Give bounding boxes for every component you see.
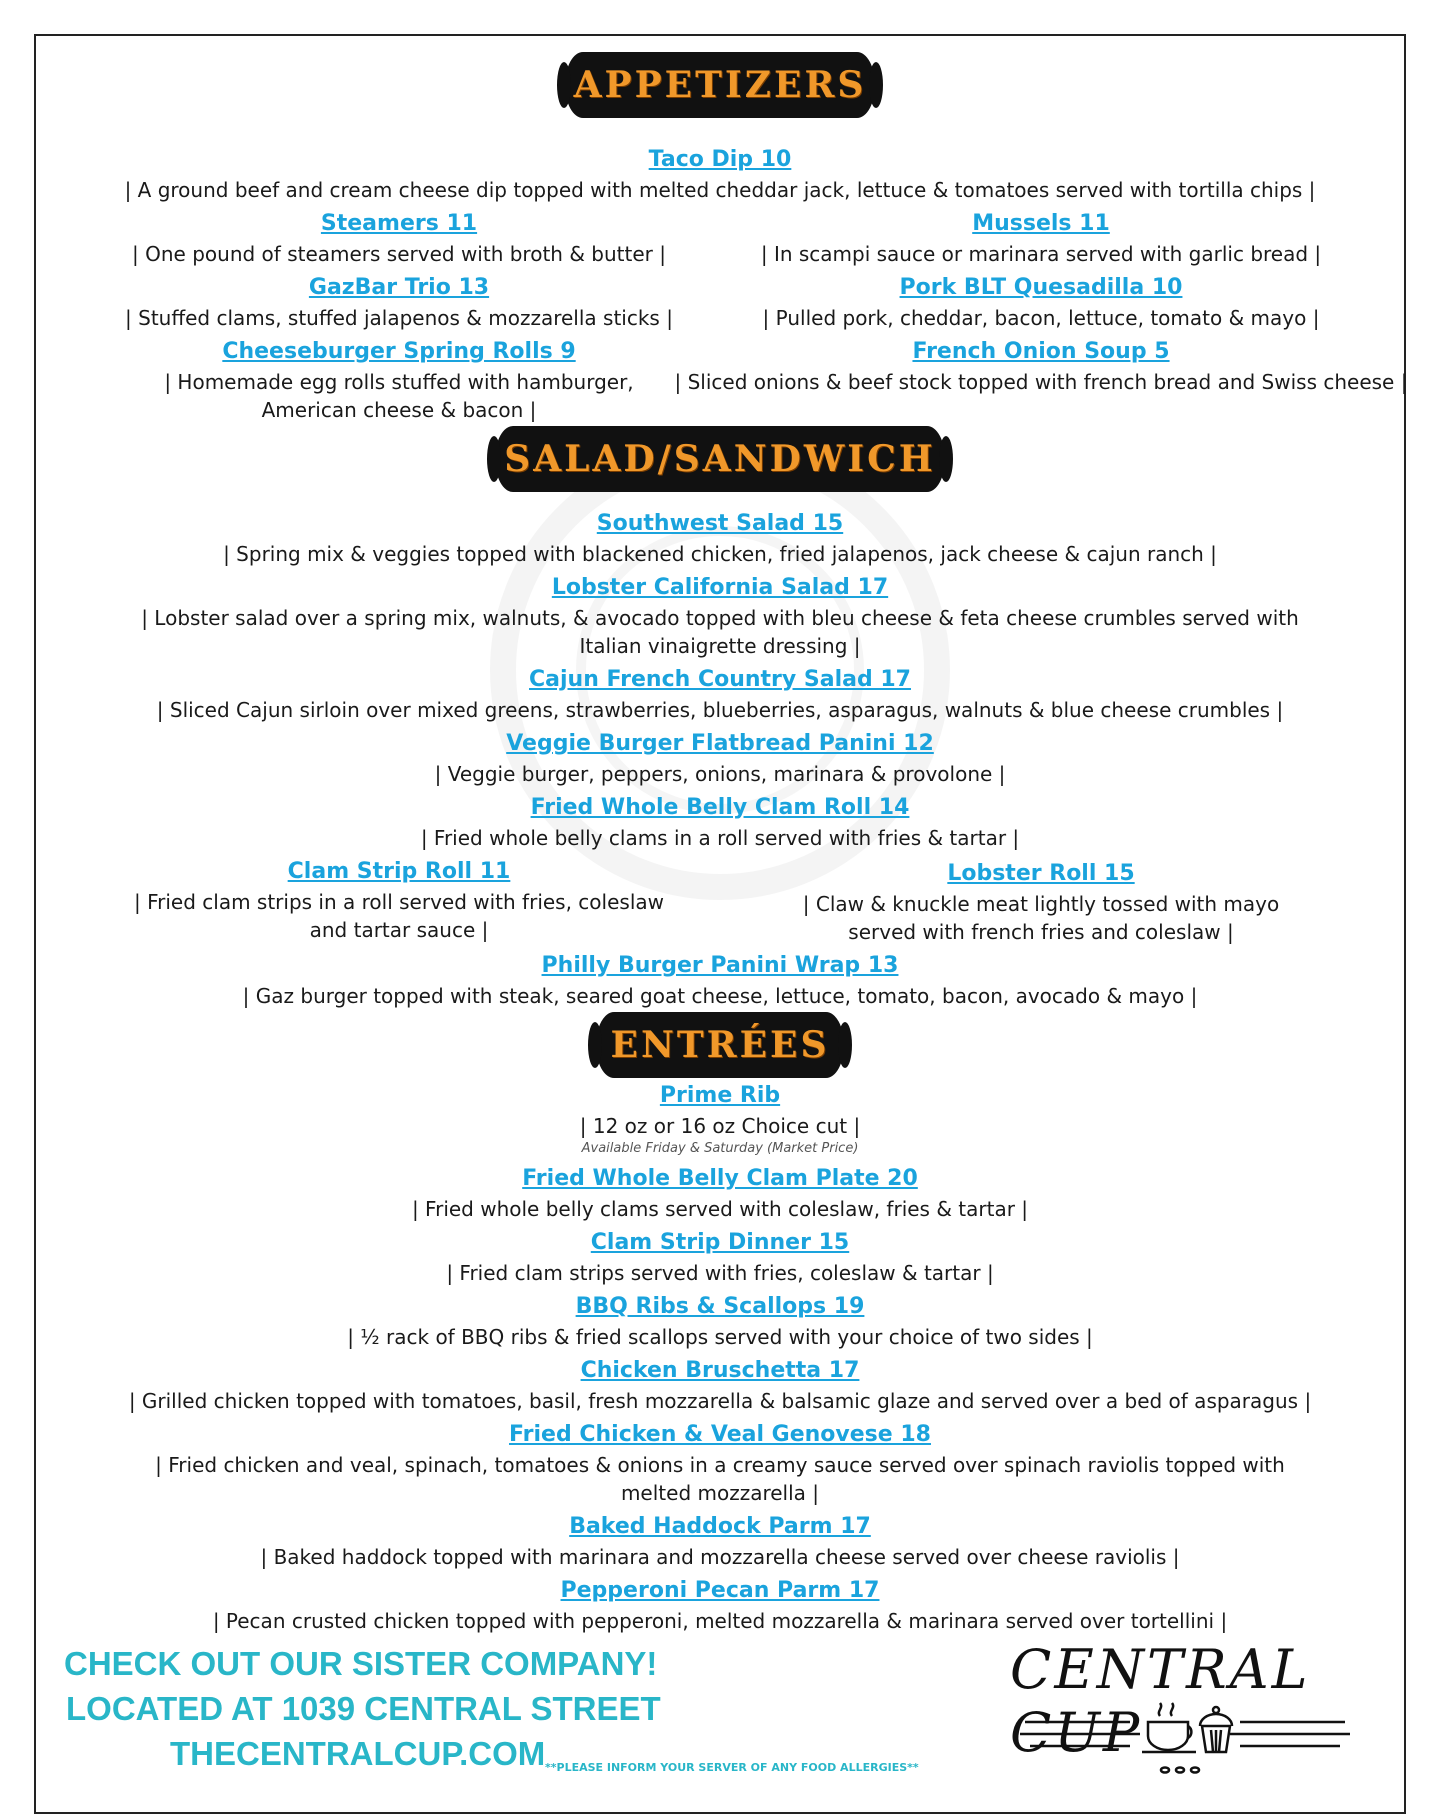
appetizers-banner <box>565 52 875 118</box>
menu-item-title: Pepperoni Pecan Parm 17 <box>560 1578 880 1603</box>
menu-item-desc: | Homemade egg rolls stuffed with hamburger, American cheese & bacon | <box>164 370 634 422</box>
menu-item-desc: | Pulled pork, cheddar, bacon, lettuce, tomato & mayo | <box>762 306 1320 330</box>
menu-item-title: Taco Dip 10 <box>648 147 792 172</box>
menu-item-desc: | Stuffed clams, stuffed jalapenos & mozzarella sticks | <box>125 306 673 330</box>
menu-item-title: Lobster California Salad 17 <box>551 575 889 600</box>
menu-item-desc: | Grilled chicken topped with tomatoes, basil, fresh mozzarella & balsamic glaze and served over a bed of asparagus | <box>128 1389 1312 1413</box>
menu-item-desc: | In scampi sauce or marinara served with garlic bread | <box>760 242 1322 266</box>
menu-item-title: Steamers 11 <box>320 211 478 236</box>
menu-item-desc: | Veggie burger, peppers, onions, marinara & provolone | <box>434 762 1006 786</box>
allergy-notice: **PLEASE INFORM YOUR SERVER OF ANY FOOD ALLERGIES** <box>545 1761 919 1774</box>
menu-item-desc: | One pound of steamers served with broth & butter | <box>132 242 666 266</box>
menu-item-title: Cheeseburger Spring Rolls 9 <box>222 339 576 364</box>
menu-item-title: Clam Strip Dinner 15 <box>590 1230 850 1255</box>
menu-item-title: Pork BLT Quesadilla 10 <box>899 275 1183 300</box>
promo-line-1: CHECK OUT OUR SISTER COMPANY! <box>64 1645 658 1682</box>
entrees-heading: ENTRÉES <box>610 1024 830 1066</box>
menu-item-title: Clam Strip Roll 11 <box>287 859 511 884</box>
menu-item-title: Mussels 11 <box>972 211 1110 236</box>
menu-item-desc: | Gaz burger topped with steak, seared goat cheese, lettuce, tomato, bacon, avocado & mayo | <box>242 984 1198 1008</box>
salad-heading: SALAD/SANDWICH <box>504 438 936 480</box>
appetizers-heading: APPETIZERS <box>573 64 867 106</box>
menu-item-title: Philly Burger Panini Wrap 13 <box>541 953 899 978</box>
cup-cupcake-icon <box>1020 1700 1350 1782</box>
menu-item-note: Available Friday & Saturday (Market Price) <box>581 1141 859 1156</box>
menu-item-title: Cajun French Country Salad 17 <box>529 667 911 692</box>
menu-item-desc: | Fried whole belly clams in a roll served with fries & tartar | <box>420 826 1020 850</box>
central-cup-logo: CENTRAL CUP <box>1010 1638 1311 1764</box>
menu-item-title: BBQ Ribs & Scallops 19 <box>575 1294 865 1319</box>
menu-item-title: Veggie Burger Flatbread Panini 12 <box>506 731 934 756</box>
menu-item-title: Southwest Salad 15 <box>596 511 844 536</box>
entrees-banner <box>596 1012 844 1078</box>
menu-item-title: Fried Whole Belly Clam Roll 14 <box>530 795 910 820</box>
menu-item-title: Lobster Roll 15 <box>947 861 1135 886</box>
menu-item-desc: | Spring mix & veggies topped with blackened chicken, fried jalapenos, jack cheese & cajun ranch | <box>223 542 1217 566</box>
promo-line-2: LOCATED AT 1039 CENTRAL STREET <box>66 1690 661 1727</box>
menu-item-title: Chicken Bruschetta 17 <box>580 1358 860 1383</box>
menu-item-desc: | Sliced onions & beef stock topped with french bread and Swiss cheese | <box>674 370 1408 394</box>
salad-banner <box>495 426 945 492</box>
menu-item-title: Fried Whole Belly Clam Plate 20 <box>522 1166 918 1191</box>
promo-website: THECENTRALCUP.COM <box>170 1735 546 1772</box>
menu-item-title: French Onion Soup 5 <box>912 339 1170 364</box>
menu-item-desc: | Fried chicken and veal, spinach, tomatoes & onions in a creamy sauce served over spinach raviolis topped with melted mozzarella | <box>155 1453 1285 1505</box>
menu-item-desc: | Claw & knuckle meat lightly tossed with mayo served with french fries and coleslaw | <box>802 892 1280 944</box>
menu-item-desc: | Lobster salad over a spring mix, walnuts, & avocado topped with bleu cheese & feta cheese crumbles served with Italian vinaigrette dressing | <box>141 606 1299 658</box>
menu-item-desc: | 12 oz or 16 oz Choice cut | <box>579 1114 861 1138</box>
menu-item-desc: | Sliced Cajun sirloin over mixed greens, strawberries, blueberries, asparagus, walnuts & blue cheese crumbles | <box>156 698 1284 722</box>
menu-item-title: GazBar Trio 13 <box>308 275 490 300</box>
menu-item-desc: | Fried clam strips served with fries, coleslaw & tartar | <box>446 1261 994 1285</box>
menu-item-desc: | Fried whole belly clams served with coleslaw, fries & tartar | <box>411 1197 1029 1221</box>
menu-item-desc: | ½ rack of BBQ ribs & fried scallops served with your choice of two sides | <box>347 1325 1093 1349</box>
menu-item-desc: | Fried clam strips in a roll served with fries, coleslaw and tartar sauce | <box>133 890 664 942</box>
menu-item-title: Baked Haddock Parm 17 <box>569 1514 871 1539</box>
menu-item-title: Prime Rib <box>659 1083 781 1108</box>
menu-item-desc: | Pecan crusted chicken topped with pepperoni, melted mozzarella & marinara served over tortellini | <box>212 1609 1228 1633</box>
menu-item-desc: | Baked haddock topped with marinara and mozzarella cheese served over cheese raviolis | <box>260 1545 1180 1569</box>
menu-item-desc: | A ground beef and cream cheese dip topped with melted cheddar jack, lettuce & tomatoes served with tortilla chips | <box>124 178 1316 202</box>
menu-item-title: Fried Chicken & Veal Genovese 18 <box>509 1422 931 1447</box>
